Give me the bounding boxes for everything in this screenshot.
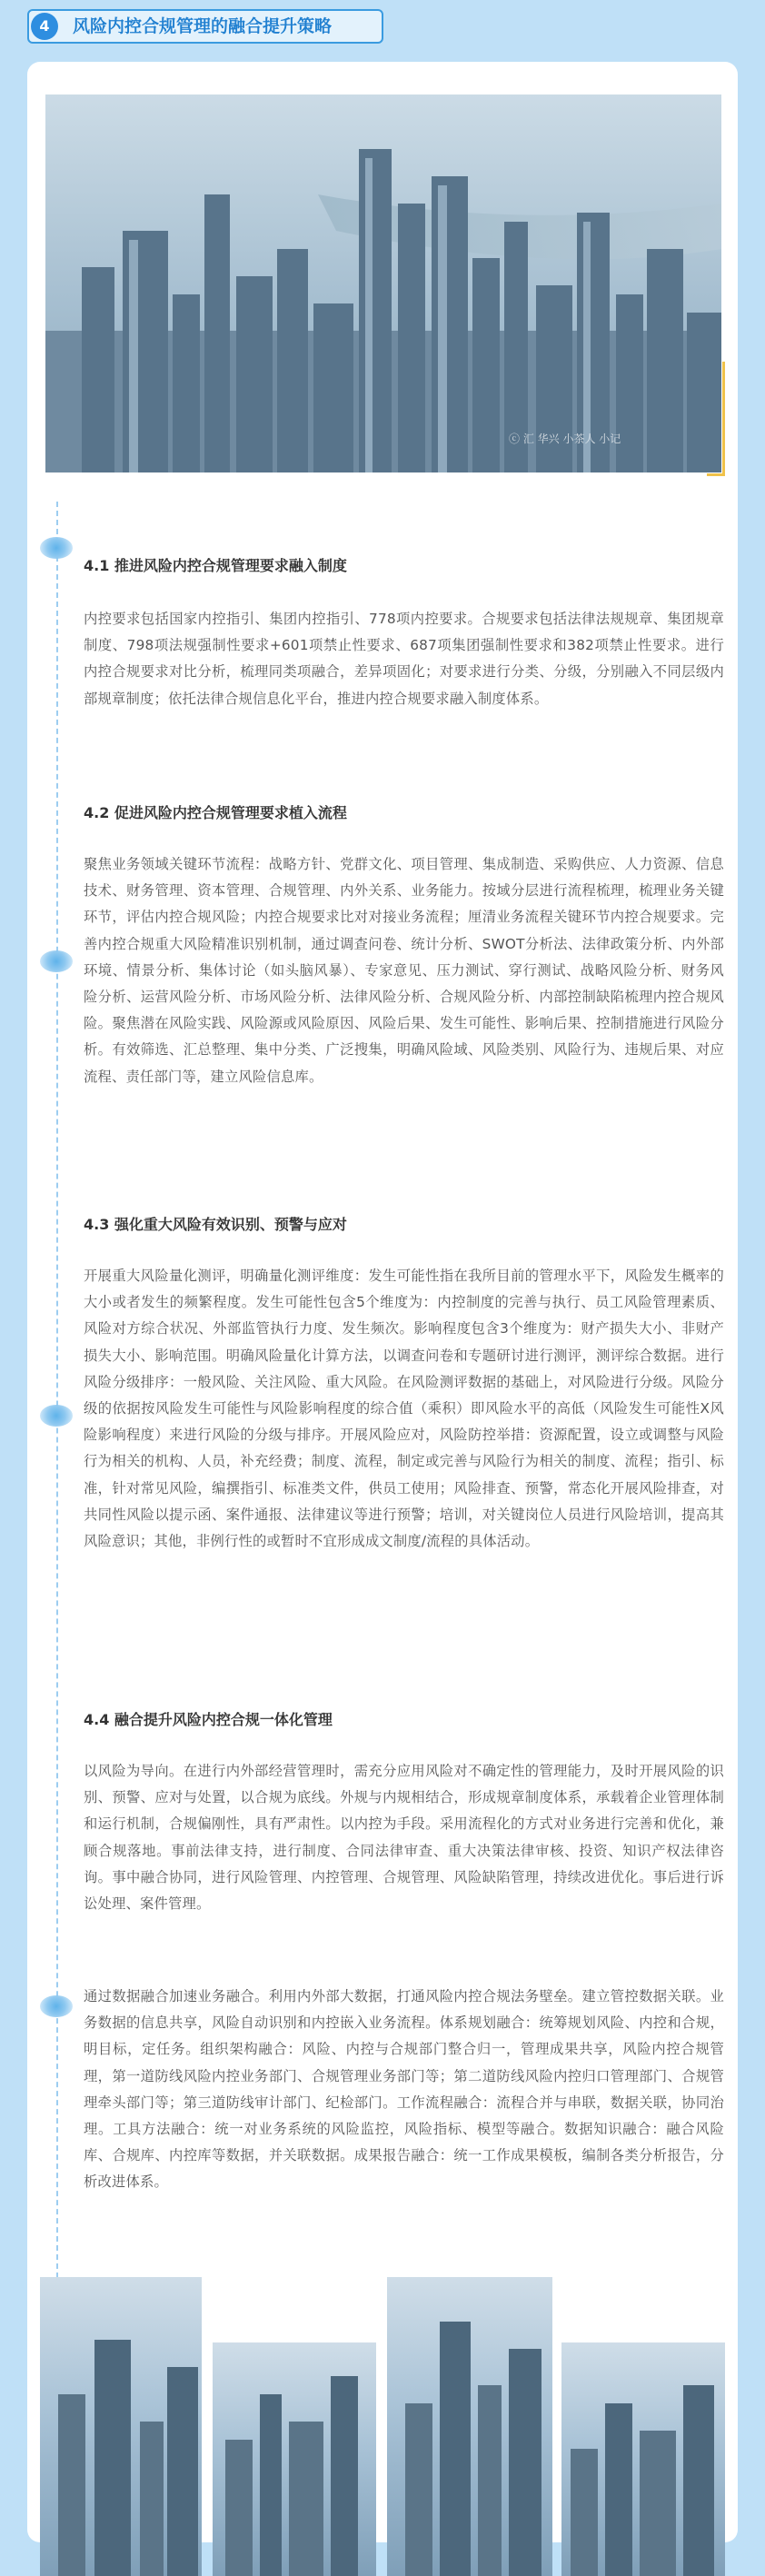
hero-corner-accent	[707, 362, 725, 476]
section-paragraph: 通过数据融合加速业务融合。利用内外部大数据，打通风险内控合规法务壁垒。建立管控数据关联。业务数据的信息共享，风险自动识别和内控嵌入业务流程。体系规划融合：统筹规划风险、内控和合规，明目标，定任务。组织架构融合：风险、内控与合规部门整合归一，管理成果共享，风险内控合规管理，第一道防线风险内控业务部门、合规管理业务部门等；第二道防线风险内控归口管理部门、合规管理牵头部门等；第三道防线审计部门、纪检部门。工作流程融合：流程合并与串联，数据关联，协同治理。工具方法融合：统一对业务系统的风险监控，风险指标、模型等融合。数据知识融合：融合风险库、合规库、内控库等数据，并关联数据。成果报告融合：统一工作成果模板，编制各类分析报告，分析改进体系。	[84, 1988, 724, 2191]
section-title-4-1: 4.1 推进风险内控合规管理要求融入制度	[84, 557, 347, 574]
section-title-4-4: 4.4 融合提升风险内控合规一体化管理	[84, 1711, 333, 1728]
gallery-image	[387, 2277, 552, 2576]
image-watermark: ⓒ 汇 华兴 小茶人 小记	[509, 433, 621, 445]
section-title-4-2: 4.2 促进风险内控合规管理要求植入流程	[84, 804, 347, 821]
gallery-image	[40, 2277, 202, 2576]
section-header-title: 风险内控合规管理的融合提升策略	[73, 16, 333, 36]
hero-city-image	[45, 94, 721, 472]
timeline-dot-icon	[40, 537, 73, 559]
gallery-image	[213, 2342, 376, 2576]
section-number-badge: 4	[31, 13, 58, 40]
city-skyline-illustration	[45, 94, 721, 472]
section-paragraph: 以风险为导向。在进行内外部经营管理时，需充分应用风险对不确定性的管理能力，及时开展风险的识别、预警、应对与处置，以合规为底线。外规与内规相结合，形成规章制度体系，承载着企业管理体制和运行机制，合规偏刚性，具有严肃性。以内控为手段。采用流程化的方式对业务进行完善和优化，兼顾合规落地。事前法律支持，进行制度、合同法律审查、重大决策法律审核、投资、知识产权法律咨询。事中融合协同，进行风险管理、内控管理、合规管理、风险缺陷管理，持续改进优化。事后进行诉讼处理、案件管理。	[84, 1763, 724, 1913]
section-paragraph: 内控要求包括国家内控指引、集团内控指引、778项内控要求。合规要求包括法律法规规章、集团规章制度、798项法规强制性要求+601项禁止性要求、687项集团强制性要求和382项禁止性要求。进行内控合规要求对比分析，梳理同类项融合，差异项固化；对要求进行分类、分级，分别融入不同层级内部规章制度；依托法律合规信息化平台，推进内控合规要求融入制度体系。	[84, 611, 724, 707]
timeline-dot-icon	[40, 1995, 73, 2017]
section-title-4-3: 4.3 强化重大风险有效识别、预警与应对	[84, 1216, 347, 1233]
gallery-image	[561, 2342, 725, 2576]
section-paragraph: 开展重大风险量化测评，明确量化测评维度：发生可能性指在我所目前的管理水平下，风险发生概率的大小或者发生的频繁程度。发生可能性包含5个维度为：内控制度的完善与执行、员工风险管理素质、风险对方综合状况、外部监管执行力度、发生频次。影响程度包含3个维度为：财产损失大小、非财产损失大小、影响范围。明确风险量化计算方法，以调查问卷和专题研讨进行测评，测评综合数据。进行风险分级排序：一般风险、关注风险、重大风险。在风险测评数据的基础上，对风险进行分级。风险分级的依据按风险发生可能性与风险影响程度的综合值（乘积）即风险水平的高低（风险发生可能性X风险影响程度）来进行风险的分级与排序。开展风险应对，风险防控举措：资源配置，设立或调整与风险行为相关的机构、人员，补充经费；制度、流程，制定或完善与风险行为相关的制度、流程；指引、标准，针对常见风险，编撰指引、标准类文件，供员工使用；风险排查、预警，常态化开展风险排查，对共同性风险以提示函、案件通报、法律建议等进行预警；培训，对关键岗位人员进行风险培训，提高其风险意识；其他，非例行性的或暂时不宜形成成文制度/流程的具体活动。	[84, 1268, 724, 1550]
timeline-dot-icon	[40, 950, 73, 972]
section-paragraph: 聚焦业务领域关键环节流程：战略方针、党群文化、项目管理、集成制造、采购供应、人力资源、信息技术、财务管理、资本管理、合规管理、内外关系、业务能力。按域分层进行流程梳理，梳理业务关键环节，评估内控合规风险；内控合规要求比对对接业务流程；厘清业务流程关键环节内控合规要求。完善内控合规重大风险精准识别机制，通过调查问卷、统计分析、SWOT分析法、法律政策分析、内外部环境、情景分析、集体讨论（如头脑风暴）、专家意见、压力测试、穿行测试、战略风险分析、财务风险分析、运营风险分析、市场风险分析、法律风险分析、合规风险分析、内部控制缺陷梳理内控合规风险。聚焦潜在风险实践、风险源或风险原因、风险后果、发生可能性、影响后果、控制措施进行风险分析。有效筛选、汇总整理、集中分类、广泛搜集，明确风险域、风险类别、风险行为、违规后果、对应流程、责任部门等，建立风险信息库。	[84, 856, 724, 1085]
timeline-dot-icon	[40, 1405, 73, 1427]
section-header	[27, 9, 383, 45]
